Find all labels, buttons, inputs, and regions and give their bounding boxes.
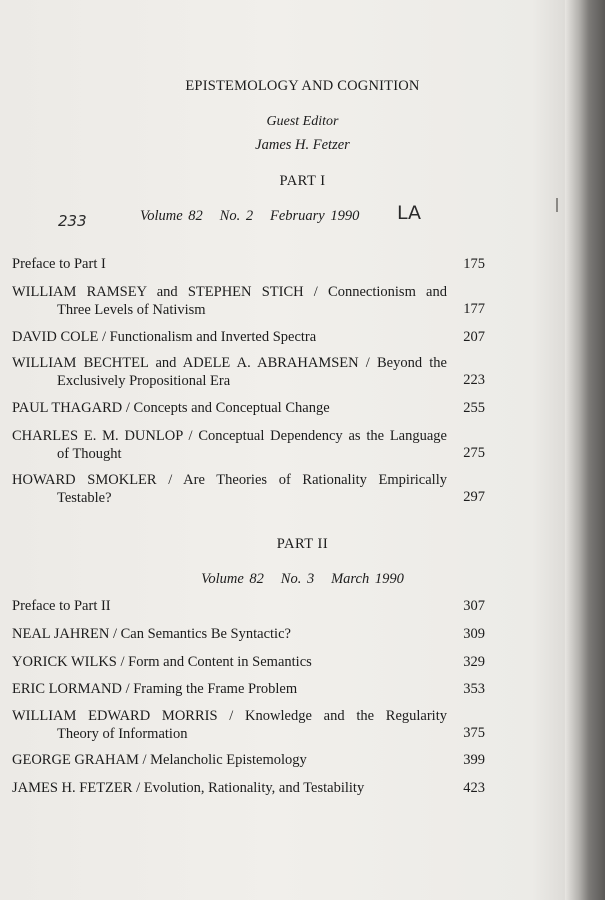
part-1-heading: PART I xyxy=(279,173,326,189)
part-1-volume: Volume 82 No. 2 February 1990 xyxy=(140,208,360,224)
toc-entry-page: 177 xyxy=(463,301,485,317)
toc-entry-title: Preface to Part II xyxy=(12,598,111,614)
part-2-heading: PART II xyxy=(276,536,329,552)
toc-entry-page: 309 xyxy=(463,626,485,642)
book-spine xyxy=(565,0,605,900)
toc-entry-title: Preface to Part I xyxy=(12,256,106,272)
toc-entry-title: NEAL JAHREN / Can Semantics Be Syntactic? xyxy=(12,626,291,642)
toc-entry xyxy=(12,400,447,418)
toc-entry-title-cont: Exclusively Propositional Era xyxy=(57,372,231,389)
issue-title: EPISTEMOLOGY AND COGNITION xyxy=(185,78,420,94)
toc-entry-page: 175 xyxy=(463,256,485,272)
toc-entry xyxy=(12,654,447,672)
guest-editor-name: James H. Fetzer xyxy=(255,137,350,153)
toc-entry xyxy=(12,626,447,644)
toc-entry-title: HOWARD SMOKLER / Are Theories of Rationality Empirically xyxy=(12,472,447,488)
toc-entry-page: 223 xyxy=(463,372,485,388)
toc-entry-title: DAVID COLE / Functionalism and Inverted Spectra xyxy=(12,329,317,345)
toc-entry xyxy=(12,329,447,347)
toc-entry-page: 255 xyxy=(463,400,485,416)
toc-entry-title: ERIC LORMAND / Framing the Frame Problem xyxy=(12,681,298,697)
toc-entry xyxy=(12,752,447,770)
toc-entry-title: WILLIAM EDWARD MORRIS / Knowledge and the Regularity xyxy=(12,708,447,724)
part-2-volume: Volume 82 No. 3 March 1990 xyxy=(201,571,404,587)
toc-entry-title: GEORGE GRAHAM / Melancholic Epistemology xyxy=(12,752,307,768)
toc-entry-page: 207 xyxy=(463,329,485,345)
toc-entry xyxy=(12,598,447,616)
toc-entry-title: WILLIAM BECHTEL and ADELE A. ABRAHAMSEN / Beyond the xyxy=(12,355,447,371)
toc-entry-page: 375 xyxy=(463,725,485,741)
toc-entry-page: 423 xyxy=(463,780,485,796)
toc-entry-page: 297 xyxy=(463,489,485,505)
toc-entry-title: YORICK WILKS / Form and Content in Semantics xyxy=(12,654,312,670)
toc-entry-page: 353 xyxy=(463,681,485,697)
toc-entry-page: 399 xyxy=(463,752,485,768)
toc-entry-title: JAMES H. FETZER / Evolution, Rationality, and Testability xyxy=(12,780,365,796)
toc-entry-page: 307 xyxy=(463,598,485,614)
toc-entry-title-cont: of Thought xyxy=(57,445,122,462)
toc-entry-title-cont: Theory of Information xyxy=(57,725,188,742)
toc-entry-title-cont: Testable? xyxy=(57,489,112,506)
handwritten-number: 233 xyxy=(58,212,87,230)
toc-entry xyxy=(12,780,447,798)
handwritten-initials: LA xyxy=(397,202,422,224)
toc-entry-title: CHARLES E. M. DUNLOP / Conceptual Dependency as the Language xyxy=(12,428,447,444)
toc-entry xyxy=(12,681,447,699)
toc-entry xyxy=(12,256,447,274)
toc-entry-title-cont: Three Levels of Nativism xyxy=(57,301,206,318)
page-mark xyxy=(556,198,558,212)
toc-entry-title: PAUL THAGARD / Concepts and Conceptual Change xyxy=(12,400,330,416)
guest-editor-label: Guest Editor xyxy=(266,114,339,129)
toc-entry-page: 275 xyxy=(463,445,485,461)
toc-entry xyxy=(12,428,447,463)
toc-entry xyxy=(12,708,447,743)
toc-entry xyxy=(12,472,447,507)
toc-entry xyxy=(12,355,447,390)
toc-entry-title: WILLIAM RAMSEY and STEPHEN STICH / Connectionism and xyxy=(12,284,447,300)
toc-entry xyxy=(12,284,447,319)
toc-entry-page: 329 xyxy=(463,654,485,670)
